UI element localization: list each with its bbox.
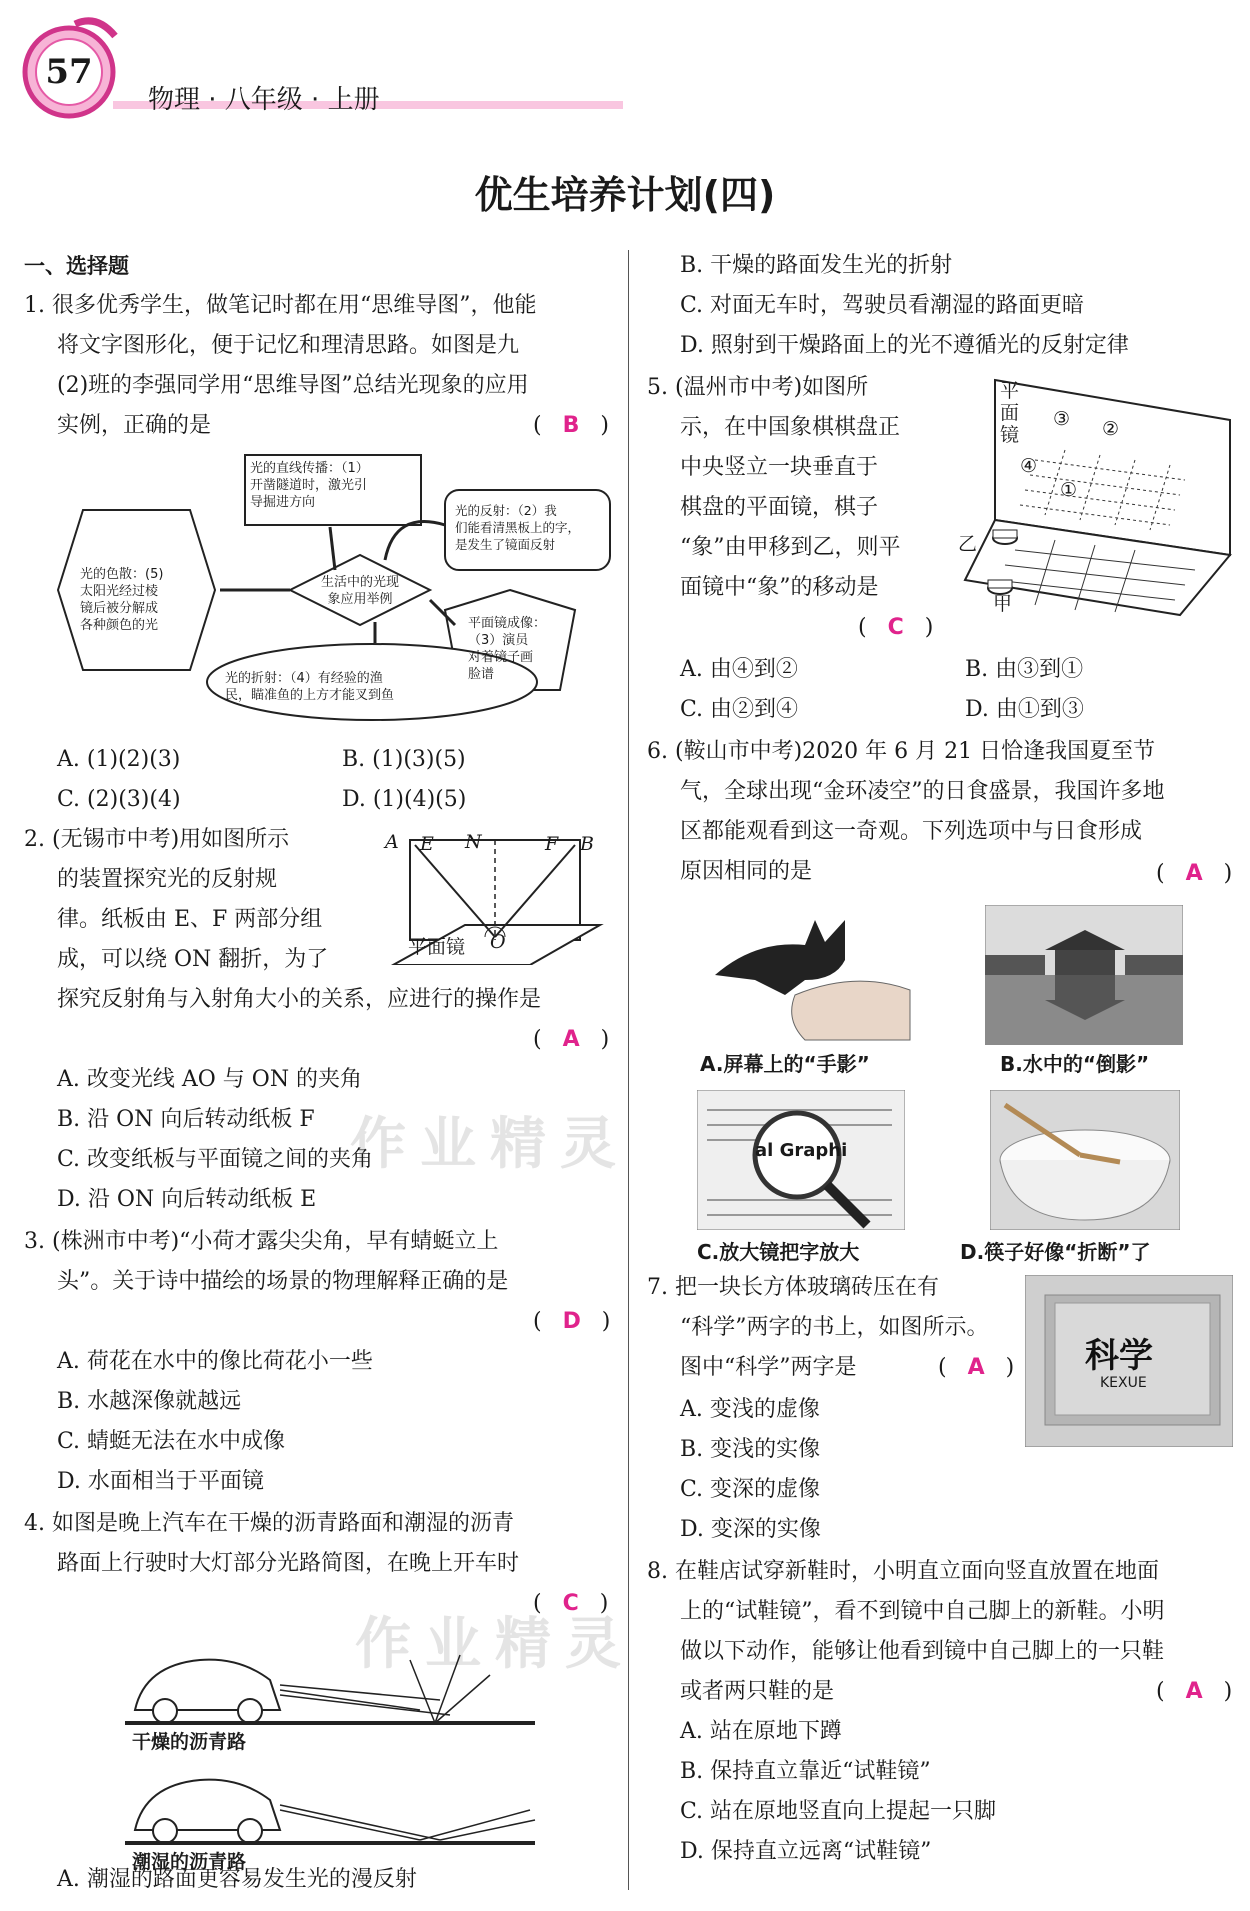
q3-answer: ( D )	[533, 1309, 611, 1334]
q6-caption-d: D.筷子好像“折断”了	[960, 1240, 1151, 1264]
q7-option: A. 变浅的虚像	[680, 1397, 820, 1422]
q6-caption-a: A.屏幕上的“手影”	[700, 1052, 870, 1076]
q1-option: A. (1)(2)(3)	[57, 747, 181, 772]
q6-line: 气，全球出现“金环凌空”的日食盛景，我国许多地	[680, 779, 1165, 804]
q5-line: 面镜中“象”的移动是	[680, 575, 879, 600]
q2-label-N: N	[465, 831, 482, 853]
q3-line: 3. (株洲市中考)“小荷才露尖尖角，早有蜻蜓立上	[24, 1229, 499, 1254]
q3-option: A. 荷花在水中的像比荷花小一些	[57, 1349, 373, 1374]
q3-option: C. 蜻蜓无法在水中成像	[57, 1429, 286, 1454]
map-plane-mirror: 平面镜成像： （3）演员 对着镜子画 脸谱	[468, 616, 547, 682]
q7-option: D. 变深的实像	[680, 1517, 821, 1542]
q8-answer: ( A )	[1156, 1679, 1233, 1704]
q4-line: 路面上行驶时大灯部分光路简图，在晚上开车时	[57, 1551, 520, 1576]
q5-point-2: ②	[1102, 418, 1120, 440]
watermark: 作业精灵	[350, 1112, 630, 1177]
q5-option: C. 由②到④	[680, 697, 799, 722]
q7-answer: ( A )	[938, 1355, 1015, 1380]
q6-answer: ( A )	[1156, 861, 1233, 886]
q2-mirror-label: 平面镜	[408, 936, 466, 958]
q3-line: 头”。关于诗中描绘的场景的物理解释正确的是	[57, 1269, 509, 1294]
q2-answer: ( A )	[533, 1027, 610, 1052]
q5-line: 棋盘的平面镜，棋子	[680, 495, 879, 520]
q5-option: B. 由③到①	[965, 657, 1084, 682]
q6-chopsticks-photo	[990, 1090, 1180, 1230]
q7-line: 7. 把一块长方体玻璃砖压在有	[647, 1275, 939, 1300]
q2-option: C. 改变纸板与平面镜之间的夹角	[57, 1147, 374, 1172]
q4-wet-road-label: 潮湿的沥青路	[132, 1851, 247, 1873]
q6-caption-c: C.放大镜把字放大	[697, 1240, 860, 1264]
q7-line: “科学”两字的书上，如图所示。	[680, 1315, 989, 1340]
q8-option: D. 保持直立远离“试鞋镜”	[680, 1839, 932, 1864]
map-center: 生活中的光现 象应用举例	[320, 575, 399, 607]
q4-option: A. 潮湿的路面更容易发生光的漫反射	[57, 1867, 417, 1892]
q1-line: 将文字图形化，便于记忆和理清思路。如图是九	[57, 333, 520, 358]
q6-hand-shadow-image	[695, 900, 920, 1045]
q2-line: 2. (无锡市中考)用如图所示	[24, 827, 290, 852]
q4-answer: ( C )	[533, 1591, 609, 1616]
q8-line: 8. 在鞋店试穿新鞋时，小明直立面向竖直放置在地面	[647, 1559, 1159, 1584]
q7-option: C. 变深的虚像	[680, 1477, 821, 1502]
q5-label-yi: 乙	[958, 533, 978, 555]
q3-option: B. 水越深像就越远	[57, 1389, 242, 1414]
q8-option: B. 保持直立靠近“试鞋镜”	[680, 1759, 931, 1784]
q2-option: A. 改变光线 AO 与 ON 的夹角	[57, 1067, 363, 1092]
q5-label-jia: 甲	[993, 593, 1013, 615]
q5-line: 5. (温州市中考)如图所	[647, 375, 869, 400]
q1-option: C. (2)(3)(4)	[57, 787, 181, 812]
q5-mirror-label: 平面镜	[1000, 380, 1020, 446]
q8-option: A. 站在原地下蹲	[680, 1719, 842, 1744]
q6-line: 原因相同的是	[680, 859, 813, 884]
q8-option: C. 站在原地竖直向上提起一只脚	[680, 1799, 997, 1824]
watermark: 作业精灵	[355, 1612, 635, 1677]
q2-line: 律。纸板由 E、F 两部分组	[57, 907, 323, 932]
q5-answer: ( C )	[858, 615, 934, 640]
q4-line: 4. 如图是晚上汽车在干燥的沥青路面和潮湿的沥青	[24, 1511, 514, 1536]
q2-line: 的装置探究光的反射规	[57, 867, 278, 892]
q6-line: 6. (鞍山市中考)2020 年 6 月 21 日恰逢我国夏至节	[647, 739, 1156, 764]
map-dispersion: 光的色散：(5) 太阳光经过棱 镜后被分解成 各种颜色的光	[80, 567, 164, 633]
q6-magnifier-text: al Graphi	[755, 1140, 848, 1161]
q1-option: B. (1)(3)(5)	[342, 747, 466, 772]
q5-point-1: ①	[1060, 479, 1078, 501]
q7-word: 科学	[1085, 1336, 1153, 1376]
map-reflection: 光的反射：（2）我 们能看清黑板上的字， 是发生了镜面反射	[455, 503, 581, 552]
q2-option: B. 沿 ON 向后转动纸板 F	[57, 1107, 315, 1132]
page-title: 优生培养计划(四)	[474, 173, 776, 217]
q2-option: D. 沿 ON 向后转动纸板 E	[57, 1187, 317, 1212]
q2-line: 成，可以绕 ON 翻折，为了	[57, 947, 329, 972]
q7-option: B. 变浅的实像	[680, 1437, 821, 1462]
q5-line: 示，在中国象棋棋盘正	[680, 415, 901, 440]
q2-label-A: A	[385, 831, 399, 853]
map-straight-line: 光的直线传播：（1） 开凿隧道时，激光引 导掘进方向	[250, 461, 369, 510]
page-header-decoration	[15, 10, 635, 135]
q2-line: 探究反射角与入射角大小的关系，应进行的操作是	[57, 987, 542, 1012]
q2-label-E: E	[420, 833, 434, 855]
q1-line: (2)班的李强同学用“思维导图”总结光现象的应用	[57, 373, 529, 398]
q5-point-3: ③	[1053, 408, 1071, 430]
map-refraction: 光的折射：（4）有经验的渔 民，瞄准鱼的上方才能叉到鱼	[225, 671, 395, 703]
q4-option: C. 对面无车时，驾驶员看潮湿的路面更暗	[680, 293, 1085, 318]
q5-line: “象”由甲移到乙，则平	[680, 535, 901, 560]
q1-answer: ( B )	[533, 413, 609, 438]
q2-label-O: O	[490, 931, 506, 953]
q7-pinyin: KEXUE	[1100, 1375, 1147, 1391]
q1-line: 1. 很多优秀学生，做笔记时都在用“思维导图”，他能	[24, 293, 537, 318]
q2-label-F: F	[545, 833, 559, 855]
q5-option: A. 由④到②	[680, 657, 798, 682]
q6-caption-b: B.水中的“倒影”	[1000, 1052, 1150, 1076]
q4-option: B. 干燥的路面发生光的折射	[680, 253, 953, 278]
section-heading: 一、选择题	[24, 254, 129, 278]
q6-reflection-photo	[985, 905, 1183, 1045]
q2-label-B: B	[580, 833, 594, 855]
q4-option: D. 照射到干燥路面上的光不遵循光的反射定律	[680, 333, 1129, 358]
q8-line: 上的“试鞋镜”，看不到镜中自己脚上的新鞋。小明	[680, 1599, 1165, 1624]
q6-line: 区都能观看到这一奇观。下列选项中与日食形成	[680, 819, 1143, 844]
q8-line: 做以下动作，能够让他看到镜中自己脚上的一只鞋	[680, 1639, 1165, 1664]
q1-line: 实例，正确的是	[57, 413, 212, 438]
q4-dry-road-label: 干燥的沥青路	[132, 1731, 247, 1753]
q7-line: 图中“科学”两字是	[680, 1355, 857, 1380]
q5-line: 中央竖立一块垂直于	[680, 455, 879, 480]
q5-chessboard-mirror	[955, 370, 1240, 620]
page-number: 57	[45, 52, 93, 92]
q3-option: D. 水面相当于平面镜	[57, 1469, 264, 1494]
q8-line: 或者两只鞋的是	[680, 1679, 835, 1704]
q1-option: D. (1)(4)(5)	[342, 787, 467, 812]
subject-label: 物理 · 八年级 · 上册	[148, 85, 380, 115]
q5-point-4: ④	[1020, 455, 1038, 477]
q5-option: D. 由①到③	[965, 697, 1084, 722]
